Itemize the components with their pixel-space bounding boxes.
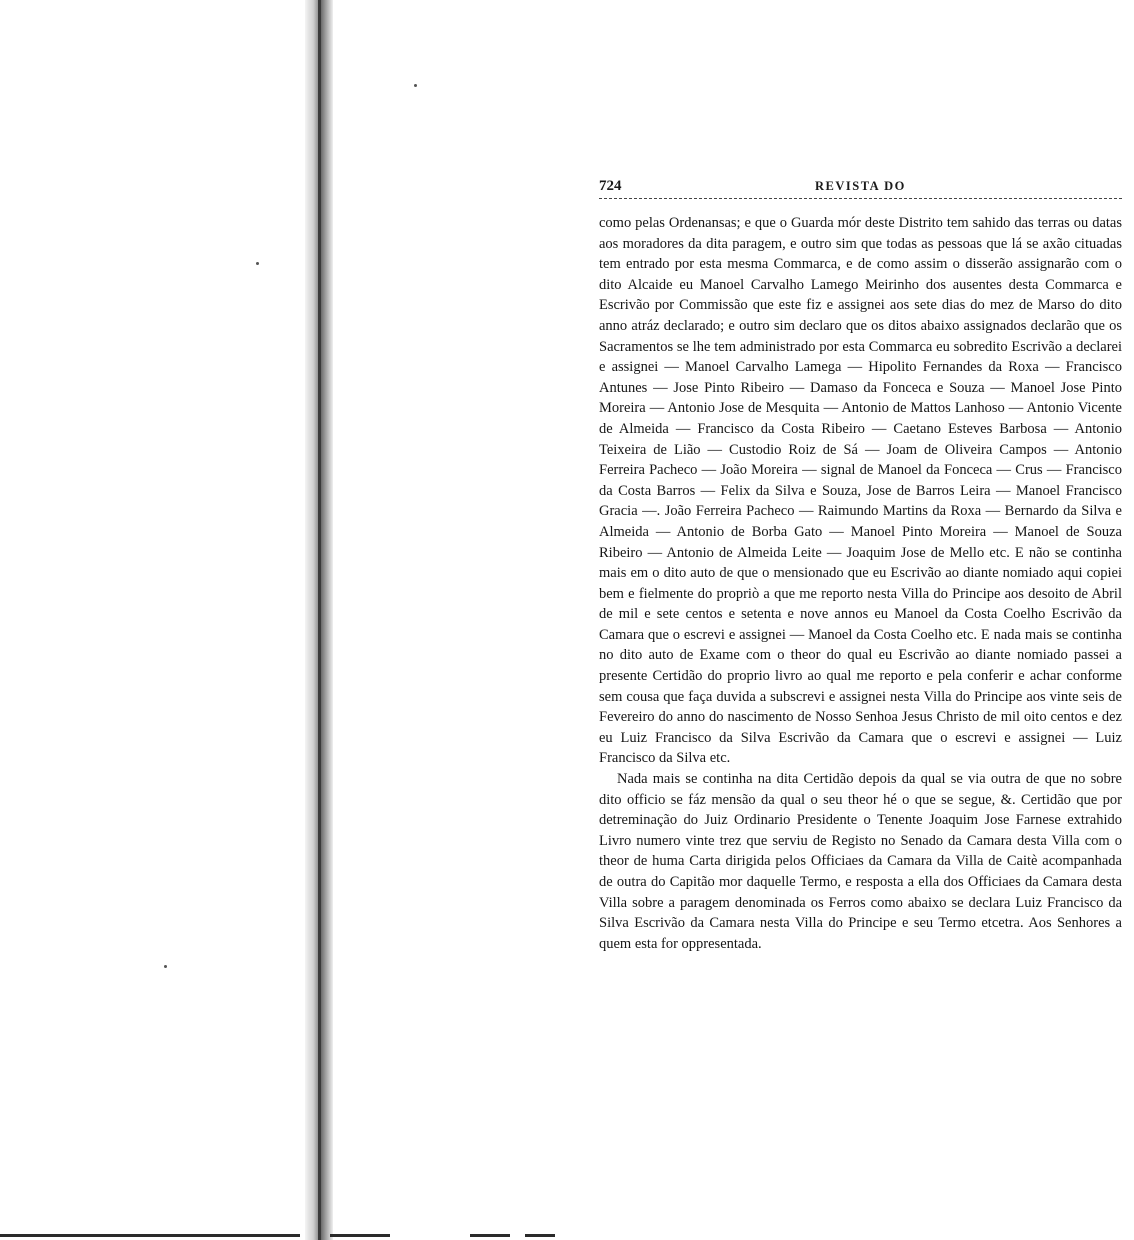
body-paragraph: como pelas Ordenansas; e que o Guarda mór deste Distrito tem sahido das terras ou datas aos moradores da dita paragem, e outro sim que todas as pessoas que lá se axão cituadas tem entrado por esta mesma Commarca, e de como assim o disserão assignarão com o dito Alcaide eu Manoel Carvalho Lamego Meirinho dos ausentes desta Commarca e Escrivão por Commissão que este fiz e assignei aos sete dias do mez de Marso do dito anno atráz declarado; e outro sim declaro que os ditos abaixo assignados declarão que os Sacramentos se lhe tem administrado por esta Commarca eu sobredito Escrivão a declarei e assignei — Manoel Carvalho Lamega — Hipolito Fernandes da Roxa — Francisco Antunes — Jose Pinto Ribeiro — Damaso da Fonceca e Souza — Manoel Jose Pinto Moreira — Antonio Jose de Mesquita — Antonio de Mattos Lanhoso — Antonio Vicente de Almeida — Francisco da Costa Ribeiro — Caetano Esteves Barbosa — Antonio Teixeira de Lião — Custodio Roiz de Sá — Joam de Oliveira Campos — Antonio Ferreira Pacheco — João Moreira — signal de Manoel da Fonceca — Crus — Francisco da Costa Barros — Felix da Silva e Souza, Jose de Barros Leira — Manoel Francisco Gracia —. João Ferreira Pacheco — Raimundo Martins da Roxa — Bernardo da Silva e Almeida — Antonio de Borba Gato — Manoel Pinto Moreira — Manoel de Souza Ribeiro — Antonio de Almeida Leite — Joaquim Jose de Mello etc. E não se continha mais em o dito auto de que o mensionado que eu Escrivão ao diante nomiado aqui copiei bem e fielmente do propriò a que me reporto nesta Villa do Principe aos desoito de Abril de mil e sete centos e setenta e nove annos eu Manoel da Costa Coelho Escrivão da Camara que o escrevi e assignei — Manoel da Costa Coelho etc. E nada mais se continha no dito auto de Exame com o theor do qual eu Escrivão ao diante nomiado passei a presente Certidão do proprio livro ao qual me reporto e pela conferir e achar conforme sem cousa que faça duvida a subscrevi e assignei nesta Villa do Principe aos vinte seis de Fevereiro do anno do nascimento de Nosso Senhoa Jesus Christo de mil oito centos e dez eu Luiz Francisco da Silva Escrivão da Camara que o escrevi e assignei — Luiz Francisco da Silva etc. [599,215,1122,767]
paper-speck [414,84,417,87]
paper-speck [164,965,167,968]
body-paragraph: Nada mais se continha na dita Certidão depois da qual se via outra de que no sobre dito officio se fáz mensão da qual o seu theor hé o que se segue, &. Certidão que por detreminação do Juiz Ordinario Presidente o Tenente Joaquim Jose Farnese extrahido Livro numero vinte trez que serviu de Registo no Senado da Camara desta Villa com o theor de huma Carta dirigida pelos Officiaes da Camara da Villa de Caitè acompanhada de outra do Capitão mor daquelle Termo, e resposta a ella dos Officiaes da Camara desta Villa sobre a paragem denominada os Ferros como abaixo se declara Luiz Francisco da Silva Escrivão da Camara nesta Villa do Principe e seu Termo etcetra. Aos Senhores a quem esta for oppresentada. [599,771,1122,952]
running-header [599,178,1122,196]
paper-speck [256,262,259,265]
book-gutter-line [318,0,321,1240]
journal-title: REVISTA DO [815,179,906,193]
bottom-edge-mark [525,1234,555,1237]
bottom-edge-mark [330,1234,390,1237]
header-rule [599,198,1122,199]
page-number: 724 [599,178,622,194]
page-body [599,213,1122,954]
bottom-edge-mark [470,1234,510,1237]
bottom-edge-mark [0,1234,300,1237]
